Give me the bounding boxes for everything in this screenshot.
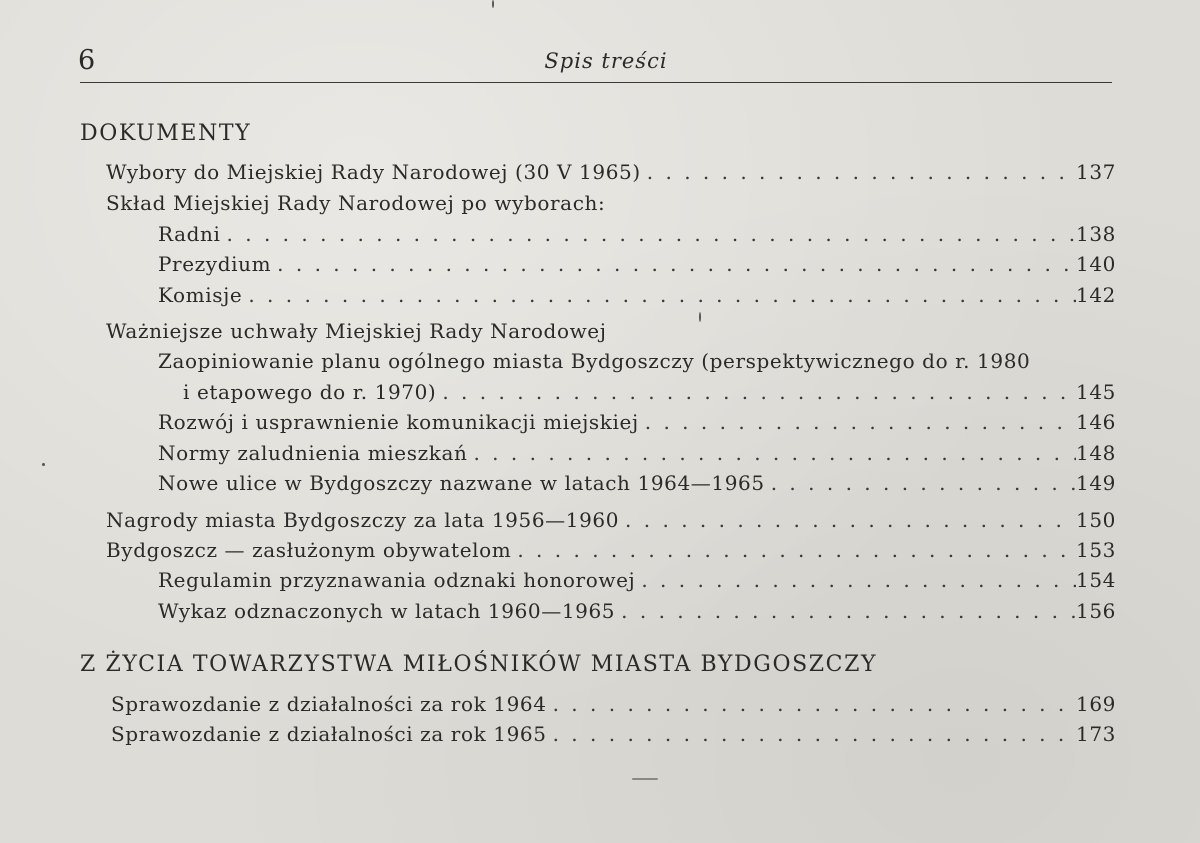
dot-leader xyxy=(436,377,1076,407)
toc-page-number: 140 xyxy=(1076,252,1116,276)
toc-page-number: 173 xyxy=(1076,722,1116,746)
toc-entry: Normy zaludnienia mieszkań . . . 148 xyxy=(158,438,1116,468)
toc-page-number: 148 xyxy=(1076,441,1116,465)
paper-speck xyxy=(632,778,658,780)
dot-leader xyxy=(615,596,1076,626)
toc-page-number: 138 xyxy=(1076,222,1116,246)
toc-entry: i etapowego do r. 1970) . . . 145 xyxy=(183,377,1116,407)
toc-page-number: 150 xyxy=(1076,508,1116,532)
toc-page-number: 169 xyxy=(1076,692,1116,716)
toc-entry: Prezydium . . . 140 xyxy=(158,249,1116,279)
dot-leader xyxy=(619,505,1076,535)
header-rule xyxy=(80,82,1112,83)
paper-speck xyxy=(492,0,494,8)
toc-entry: Rozwój i usprawnienie komunikacji miejskiej . . . 146 xyxy=(158,407,1116,437)
toc-page-number: 145 xyxy=(1076,380,1116,404)
dot-leader xyxy=(467,438,1076,468)
toc-entry: Wybory do Miejskiej Rady Narodowej (30 V 1965) . . . 137 xyxy=(106,157,1116,187)
dot-leader xyxy=(242,280,1076,310)
toc-page-number: 149 xyxy=(1076,471,1116,495)
toc-page-number: 153 xyxy=(1076,538,1116,562)
toc-entry: Skład Miejskiej Rady Narodowej po wyborach: xyxy=(106,191,606,215)
dot-leader xyxy=(547,719,1076,749)
toc-entry: Nowe ulice w Bydgoszczy nazwane w latach 1964—1965 . . . 149 xyxy=(158,468,1116,498)
toc-entry: Wykaz odznaczonych w latach 1960—1965 . . . 156 xyxy=(158,596,1116,626)
paper-speck xyxy=(699,312,701,322)
toc-page-number: 156 xyxy=(1076,599,1116,623)
toc-entry: Komisje . . . 142 xyxy=(158,280,1116,310)
dot-leader xyxy=(547,689,1076,719)
toc-page-number: 154 xyxy=(1076,568,1116,592)
dot-leader xyxy=(271,249,1076,279)
dot-leader xyxy=(641,157,1076,187)
dot-leader xyxy=(511,535,1076,565)
toc-entry: Radni . . . 138 xyxy=(158,219,1116,249)
section-heading-dokumenty: DOKUMENTY xyxy=(80,121,252,146)
toc-page-number: 142 xyxy=(1076,283,1116,307)
toc-page-number: 146 xyxy=(1076,410,1116,434)
page-number: 6 xyxy=(78,45,96,76)
dot-leader xyxy=(639,407,1076,437)
running-title: Spis treści xyxy=(544,49,668,73)
toc-page-number: 137 xyxy=(1076,160,1116,184)
toc-entry: Nagrody miasta Bydgoszczy za lata 1956—1960 . . . 150 xyxy=(106,505,1116,535)
toc-entry: Ważniejsze uchwały Miejskiej Rady Narodowej xyxy=(106,319,607,343)
toc-entry: Sprawozdanie z działalności za rok 1965 . . . 173 xyxy=(111,719,1116,749)
section-heading-tmmb: Z ŻYCIA TOWARZYSTWA MIŁOŚNIKÓW MIASTA BYDGOSZCZY xyxy=(80,652,878,677)
paper-speck xyxy=(42,463,45,466)
toc-entry: Sprawozdanie z działalności za rok 1964 . . . 169 xyxy=(111,689,1116,719)
dot-leader xyxy=(221,219,1076,249)
toc-entry: Zaopiniowanie planu ogólnego miasta Bydgoszczy (perspektywicznego do r. 1980 xyxy=(158,349,1031,373)
dot-leader xyxy=(765,468,1076,498)
toc-entry: Regulamin przyznawania odznaki honorowej . . . 154 xyxy=(158,565,1116,595)
dot-leader xyxy=(635,565,1076,595)
toc-entry: Bydgoszcz — zasłużonym obywatelom . . . 153 xyxy=(106,535,1116,565)
